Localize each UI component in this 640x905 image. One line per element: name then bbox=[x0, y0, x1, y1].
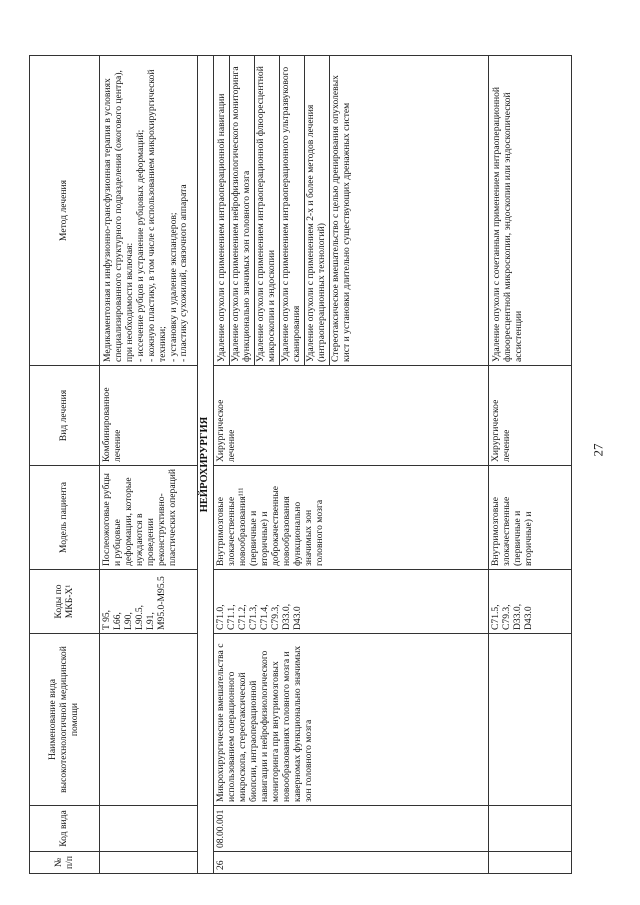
method-item: Медикаментозная и инфузионно-трансфузионная терапия в условиях специализированного структурного подразделения (ожогового центра), при необходимости включая: - иссечение рубцов и устранение рубцовых деформаций; - кожную пластику, в том числе с использованием микрохирургической техники; - установку и удаление экспандеров; - пластику сухожилий, связочного аппарата bbox=[102, 69, 190, 362]
cell-method bbox=[100, 56, 198, 366]
cell-model: Внутримозговые злокачественные (первичные и вторичные) и bbox=[489, 466, 572, 570]
method-item: Удаление опухоли с применением 2-х и более методов лечения (интраоперационных технологий) bbox=[304, 56, 329, 365]
header-name: Наименование вида высокотехнологичной медицинской помощи bbox=[30, 634, 100, 806]
cell-code: 08.00.001 bbox=[214, 806, 489, 852]
cell-name: Микрохирургические вмешательства с использованием операционного микроскопа, стереотаксической биопсии, интраоперационной навигации и нейрофизиологического мониторинга при внутримозговых новообразованиях головного мозга и каверномах функционально значимых зон головного мозга bbox=[214, 634, 489, 806]
header-method: Метод лечения bbox=[30, 56, 100, 366]
header-type: Вид лечения bbox=[30, 366, 100, 466]
cell-name bbox=[489, 634, 572, 806]
cell-method bbox=[489, 56, 572, 366]
method-item: Удаление опухоли с применением интраоперационного ультразвукового сканирования bbox=[279, 56, 304, 365]
method-item: Удаление опухоли с сочетанным применением интраоперационной флюоресцентной микроскопии, эндоскопии или эндоскопической ассистенции bbox=[491, 86, 524, 362]
method-item: Стереотаксическое вмешательство с целью дренирования опухолевых кист и установки длительно существующих дренажных систем bbox=[329, 56, 354, 365]
table-row bbox=[489, 56, 572, 874]
cell-icd: T 95, L66, L90, L90.5, L91, M95.0-M95.5 bbox=[100, 570, 198, 634]
cell-type: Хирургическое лечение bbox=[489, 366, 572, 466]
header-row bbox=[30, 56, 100, 874]
header-code: Код вида bbox=[30, 806, 100, 852]
cell-code bbox=[489, 806, 572, 852]
cell-type: Хирургическое лечение bbox=[214, 366, 489, 466]
method-item: Удаление опухоли с применением интраоперационной флюоресцентной микроскопии и эндоскопии bbox=[254, 56, 279, 365]
cell-num bbox=[489, 852, 572, 874]
cell-name bbox=[100, 634, 198, 806]
cell-model: Послеожоговые рубцы и рубцовые деформации, которые нуждаются в проведении реконструктивно-пластических операций bbox=[100, 466, 198, 570]
header-model: Модель пациента bbox=[30, 466, 100, 570]
vmp-table bbox=[29, 55, 572, 874]
table-row bbox=[214, 56, 489, 874]
section-title: НЕЙРОХИРУРГИЯ bbox=[197, 56, 214, 874]
cell-model: Внутримозговые злокачественные новообразования¹¹¹ (первичные и вторичные) и доброкачественные новообразования функционально значимых зон головного мозга bbox=[214, 466, 489, 570]
header-icd: Коды по МКБ-X¹ bbox=[30, 570, 100, 634]
section-row bbox=[197, 56, 214, 874]
method-item: Удаление опухоли с применением нейрофизиологического мониторинга функционально значимых зон головного мозга bbox=[229, 56, 254, 365]
cell-code bbox=[100, 806, 198, 852]
cell-icd: C71.0, C71.1, C71.2, C71.3, C71.4, C79.3, D33.0, D43.0 bbox=[214, 570, 489, 634]
method-item: Удаление опухоли с применением интраоперационной навигации bbox=[216, 93, 228, 362]
page-number: 27 bbox=[590, 443, 606, 457]
rotated-page-content bbox=[29, 56, 572, 874]
cell-icd: C71.5, C79.3, D33.0, D43.0 bbox=[489, 570, 572, 634]
cell-method bbox=[214, 56, 489, 366]
header-num: № п/п bbox=[30, 852, 100, 874]
table-row bbox=[100, 56, 198, 874]
cell-type: Комбинированное лечение bbox=[100, 366, 198, 466]
cell-num bbox=[100, 852, 198, 874]
cell-num: 26 bbox=[214, 852, 489, 874]
